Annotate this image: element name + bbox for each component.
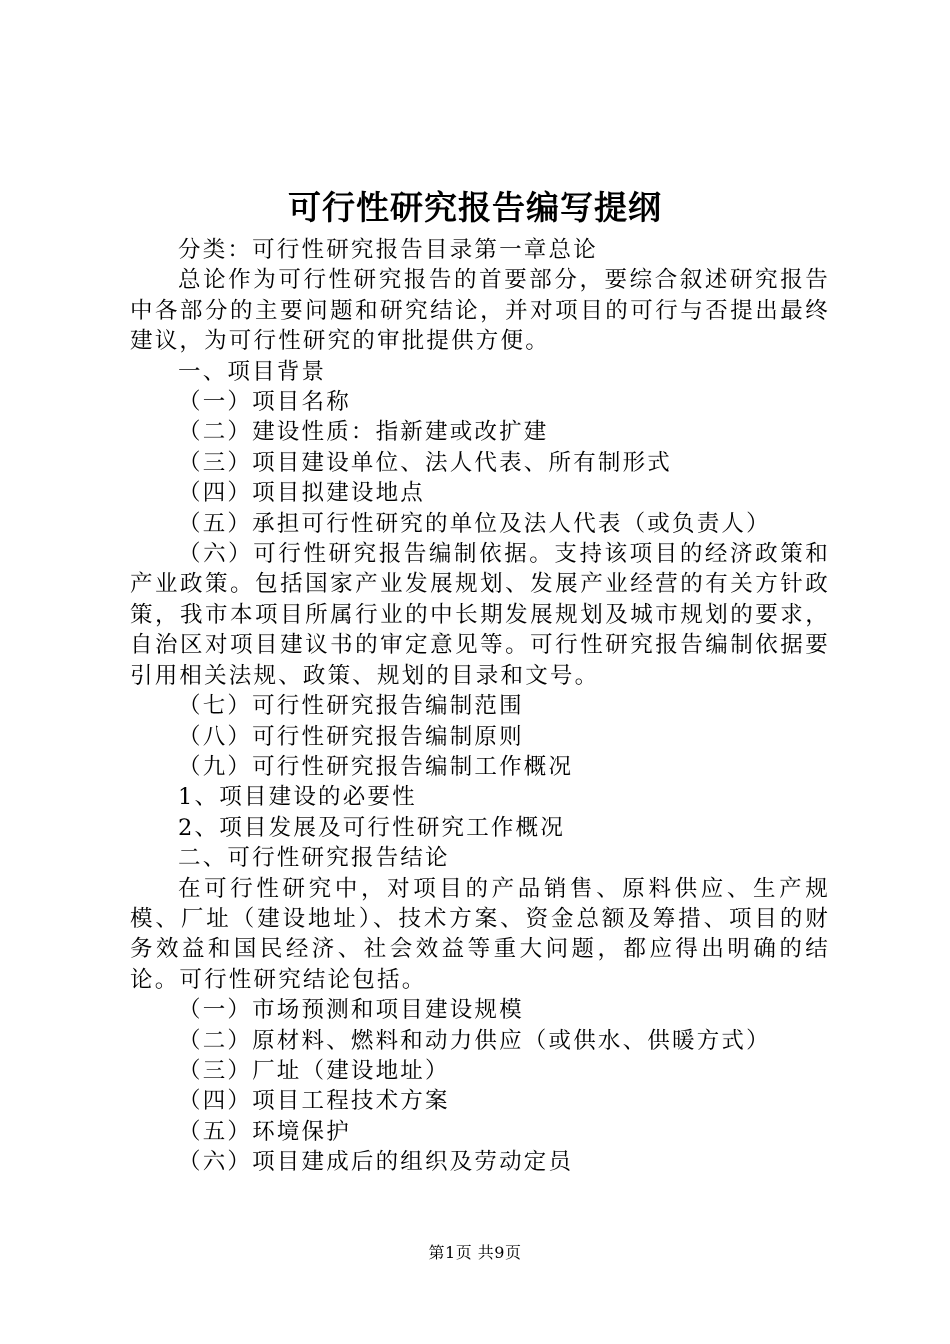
document-title: 可行性研究报告编写提纲	[288, 188, 662, 227]
list-item: （四）项目拟建设地点	[178, 480, 426, 507]
list-item: （九）可行性研究报告编制工作概况	[178, 753, 574, 780]
list-item: （四）项目工程技术方案	[178, 1088, 450, 1115]
list-item: （三）厂址（建设地址）	[178, 1057, 450, 1084]
list-item: （七）可行性研究报告编制范围	[178, 693, 524, 720]
page-number-footer: 第1页 共9页	[428, 1243, 522, 1262]
list-item: 1、项目建设的必要性	[178, 784, 417, 811]
list-item: （六）项目建成后的组织及劳动定员	[178, 1149, 574, 1176]
list-item: （一）项目名称	[178, 389, 351, 416]
paragraph: 总论作为可行性研究报告的首要部分，要综合叙述研究报告中各部分的主要问题和研究结论，并对项目的可行与否提出最终建议，为可行性研究的审批提供方便。	[130, 267, 830, 355]
list-item: （六）可行性研究报告编制依据。支持该项目的经济政策和产业政策。包括国家产业发展规划、发展产业经营的有关方针政策，我市本项目所属行业的中长期发展规划及城市规划的要求，自治区对项目建议书的审定意见等。可行性研究报告编制依据要引用相关法规、政策、规划的目录和文号。	[130, 541, 830, 689]
paragraph: 在可行性研究中，对项目的产品销售、原料供应、生产规模、厂址（建设地址）、技术方案、资金总额及筹措、项目的财务效益和国民经济、社会效益等重大问题，都应得出明确的结论。可行性研究结论包括。	[130, 875, 830, 993]
list-item: （一）市场预测和项目建设规模	[178, 997, 524, 1024]
list-item: （三）项目建设单位、法人代表、所有制形式	[178, 449, 673, 476]
list-item: （八）可行性研究报告编制原则	[178, 723, 524, 750]
list-item: （二）原材料、燃料和动力供应（或供水、供暖方式）	[178, 1027, 771, 1054]
list-item: （五）环境保护	[178, 1118, 351, 1145]
list-item: （二）建设性质：指新建或改扩建	[178, 419, 549, 446]
paragraph: 分类：可行性研究报告目录第一章总论	[178, 237, 598, 263]
list-item: （五）承担可行性研究的单位及法人代表（或负责人）	[178, 510, 771, 537]
section-heading: 二、可行性研究报告结论	[178, 845, 450, 872]
list-item: 2、项目发展及可行性研究工作概况	[178, 814, 566, 841]
section-heading: 一、项目背景	[178, 358, 327, 385]
document-body	[130, 235, 830, 1178]
